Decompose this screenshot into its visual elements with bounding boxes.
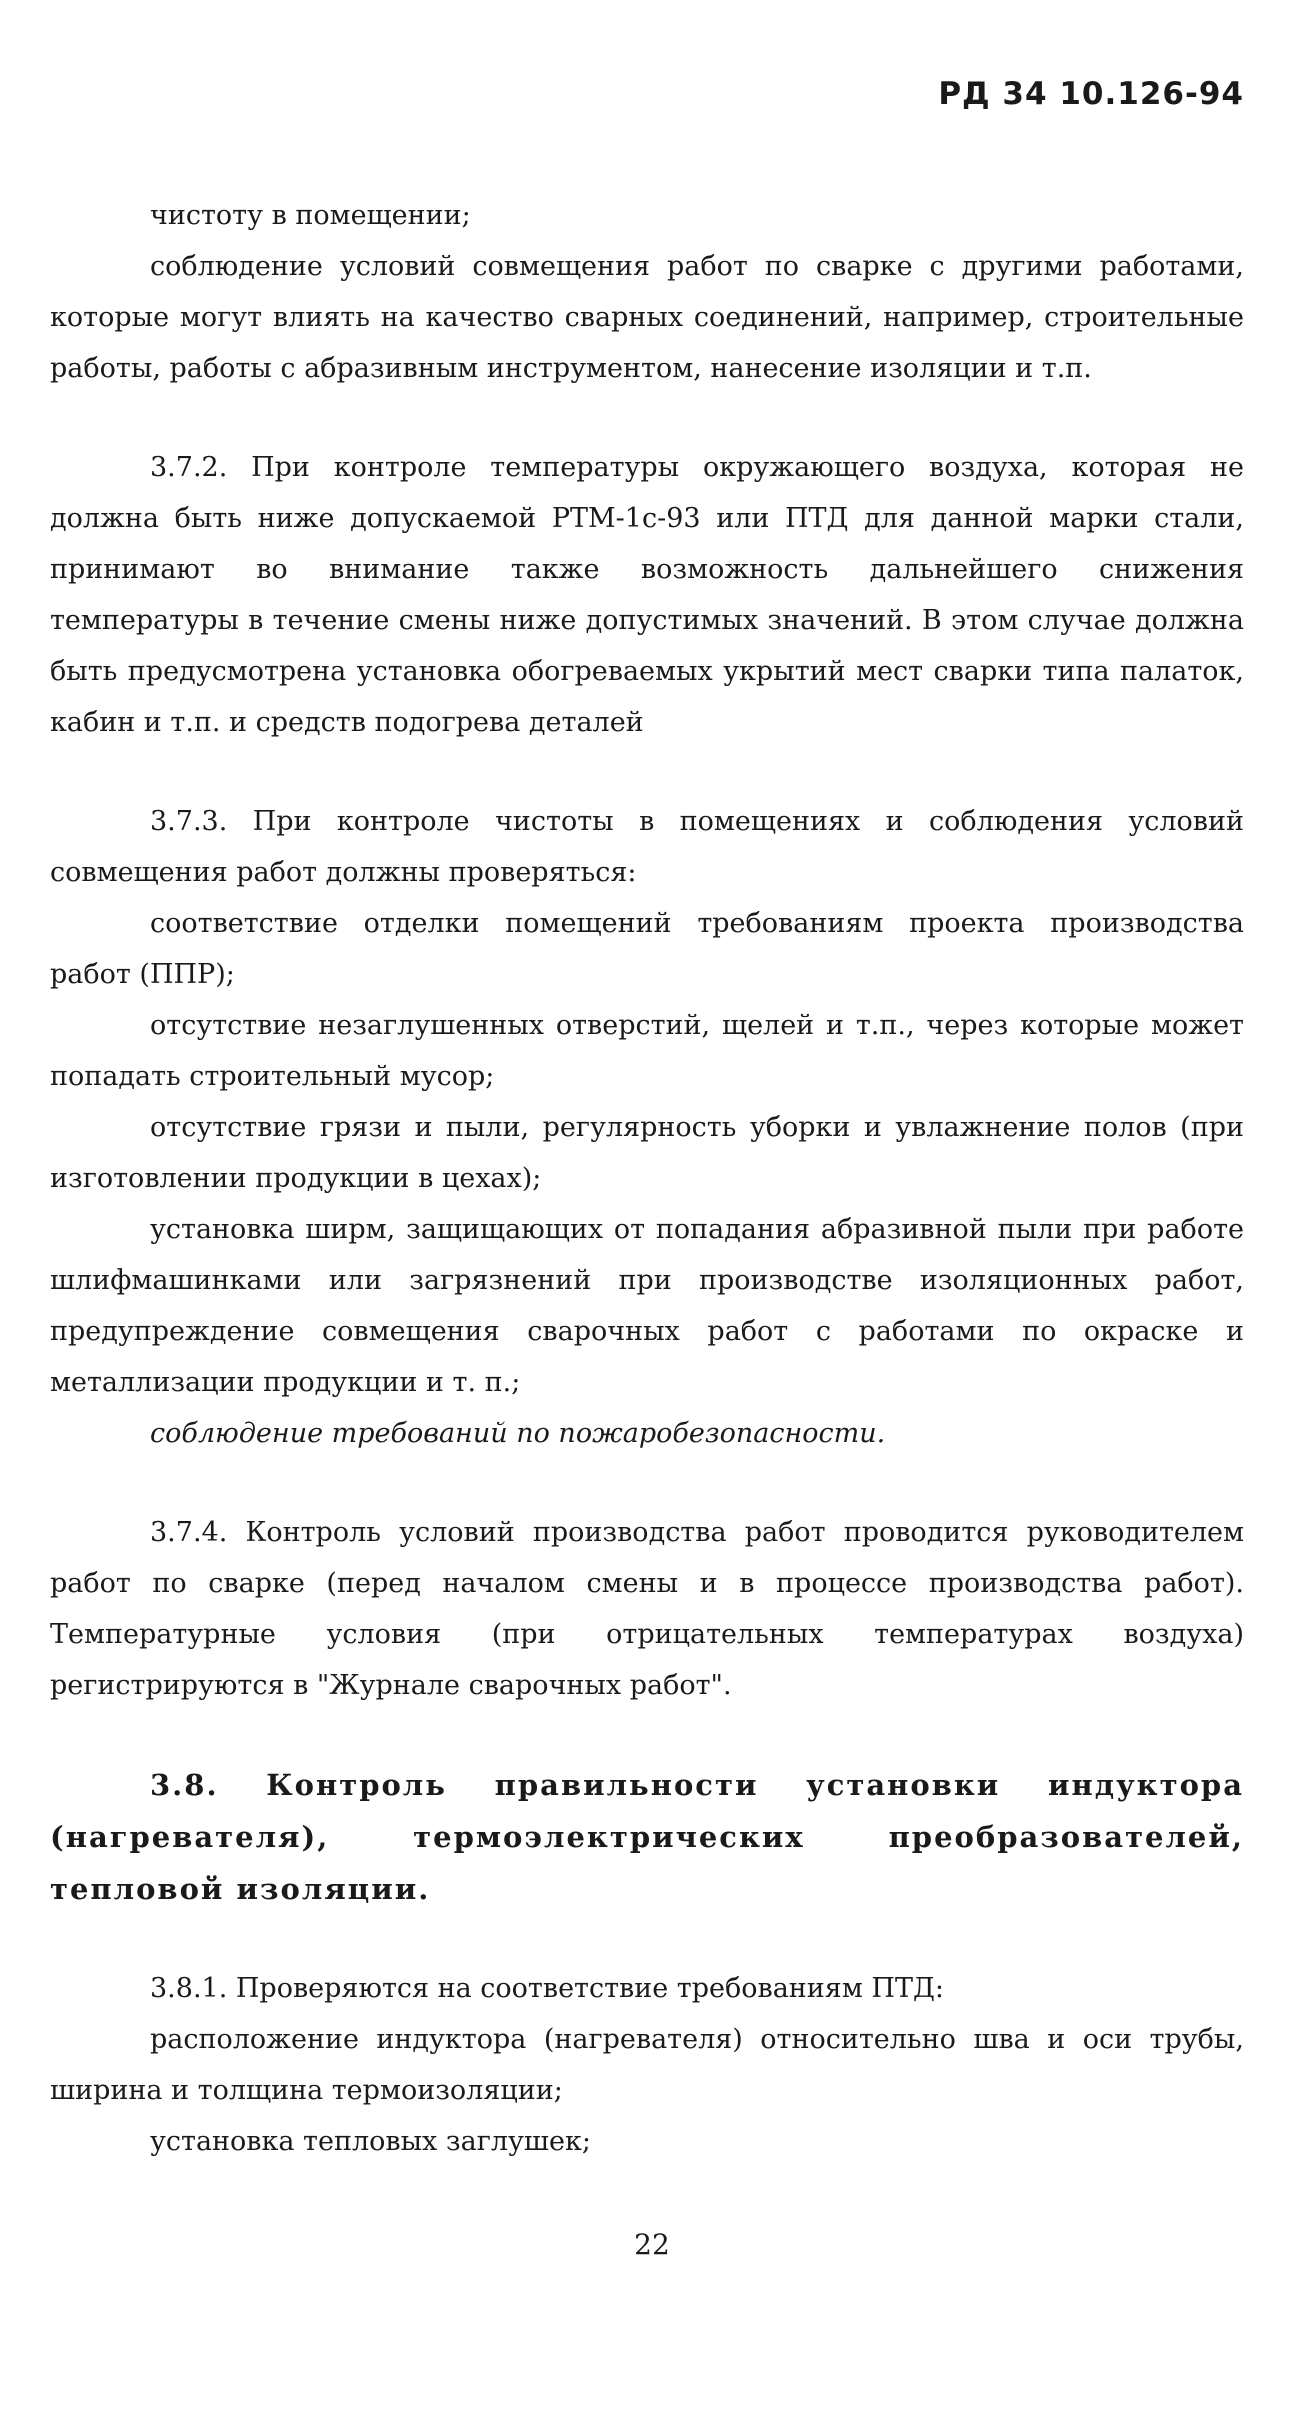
section-heading-3-8: 3.8. Контроль правильности установки индуктора (нагревателя), термоэлектрических преобразователей, тепловой изоляции. (50, 1768, 1244, 1906)
list-item-dust: отсутствие грязи и пыли, регулярность уборки и увлажнение полов (при изготовлении продукции в цехах); (50, 1112, 1244, 1194)
list-item-thermal-plugs: установка тепловых заглушек; (150, 2126, 591, 2157)
paragraph-3-8-1: 3.8.1. Проверяются на соответствие требованиям ПТД: (150, 1973, 945, 2004)
page-number: 22 (634, 2228, 670, 2261)
list-item-openings: отсутствие незаглушенных отверстий, щелей и т.п., через которые может попадать строительный мусор; (50, 1010, 1244, 1092)
list-item-screens: установка ширм, защищающих от попадания абразивной пыли при работе шлифмашинками или загрязнений при производстве изоляционных работ, предупреждение совмещения сварочных работ с работами по окраске и металлизации продукции и т. п.; (50, 1214, 1244, 1398)
paragraph-3-7-2: 3.7.2. При контроле температуры окружающего воздуха, которая не должна быть ниже допускаемой РТМ-1с-93 или ПТД для данной марки стали, принимают во внимание также возможность дальнейшего снижения температуры в течение смены ниже допустимых значений. В этом случае должна быть предусмотрена установка обогреваемых укрытий мест сварки типа палаток, кабин и т.п. и средств подогрева деталей (50, 452, 1244, 738)
paragraph-3-7-4: 3.7.4. Контроль условий производства работ проводится руководителем работ по сварке (перед началом смены и в процессе производства работ). Температурные условия (при отрицательных температурах воздуха) регистрируются в "Журнале сварочных работ". (50, 1517, 1244, 1701)
paragraph-room-cleanliness: чистоту в помещении; (150, 200, 471, 231)
paragraph-3-7-3: 3.7.3. При контроле чистоты в помещениях и соблюдения условий совмещения работ должны проверяться: (50, 806, 1244, 888)
list-item-inductor-position: расположение индуктора (нагревателя) относительно шва и оси трубы, ширина и толщина термоизоляции; (50, 2024, 1244, 2106)
list-item-fire-safety: соблюдение требований по пожаробезопасности. (150, 1418, 886, 1449)
document-code: РД 34 10.126-94 (938, 76, 1244, 112)
document-body (50, 190, 1244, 2167)
list-item-finishing: соответствие отделки помещений требованиям проекта производства работ (ППР); (50, 908, 1244, 990)
paragraph-work-combination: соблюдение условий совмещения работ по сварке с другими работами, которые могут влиять на качество сварных соединений, например, строительные работы, работы с абразивным инструментом, нанесение изоляции и т.п. (50, 251, 1244, 384)
